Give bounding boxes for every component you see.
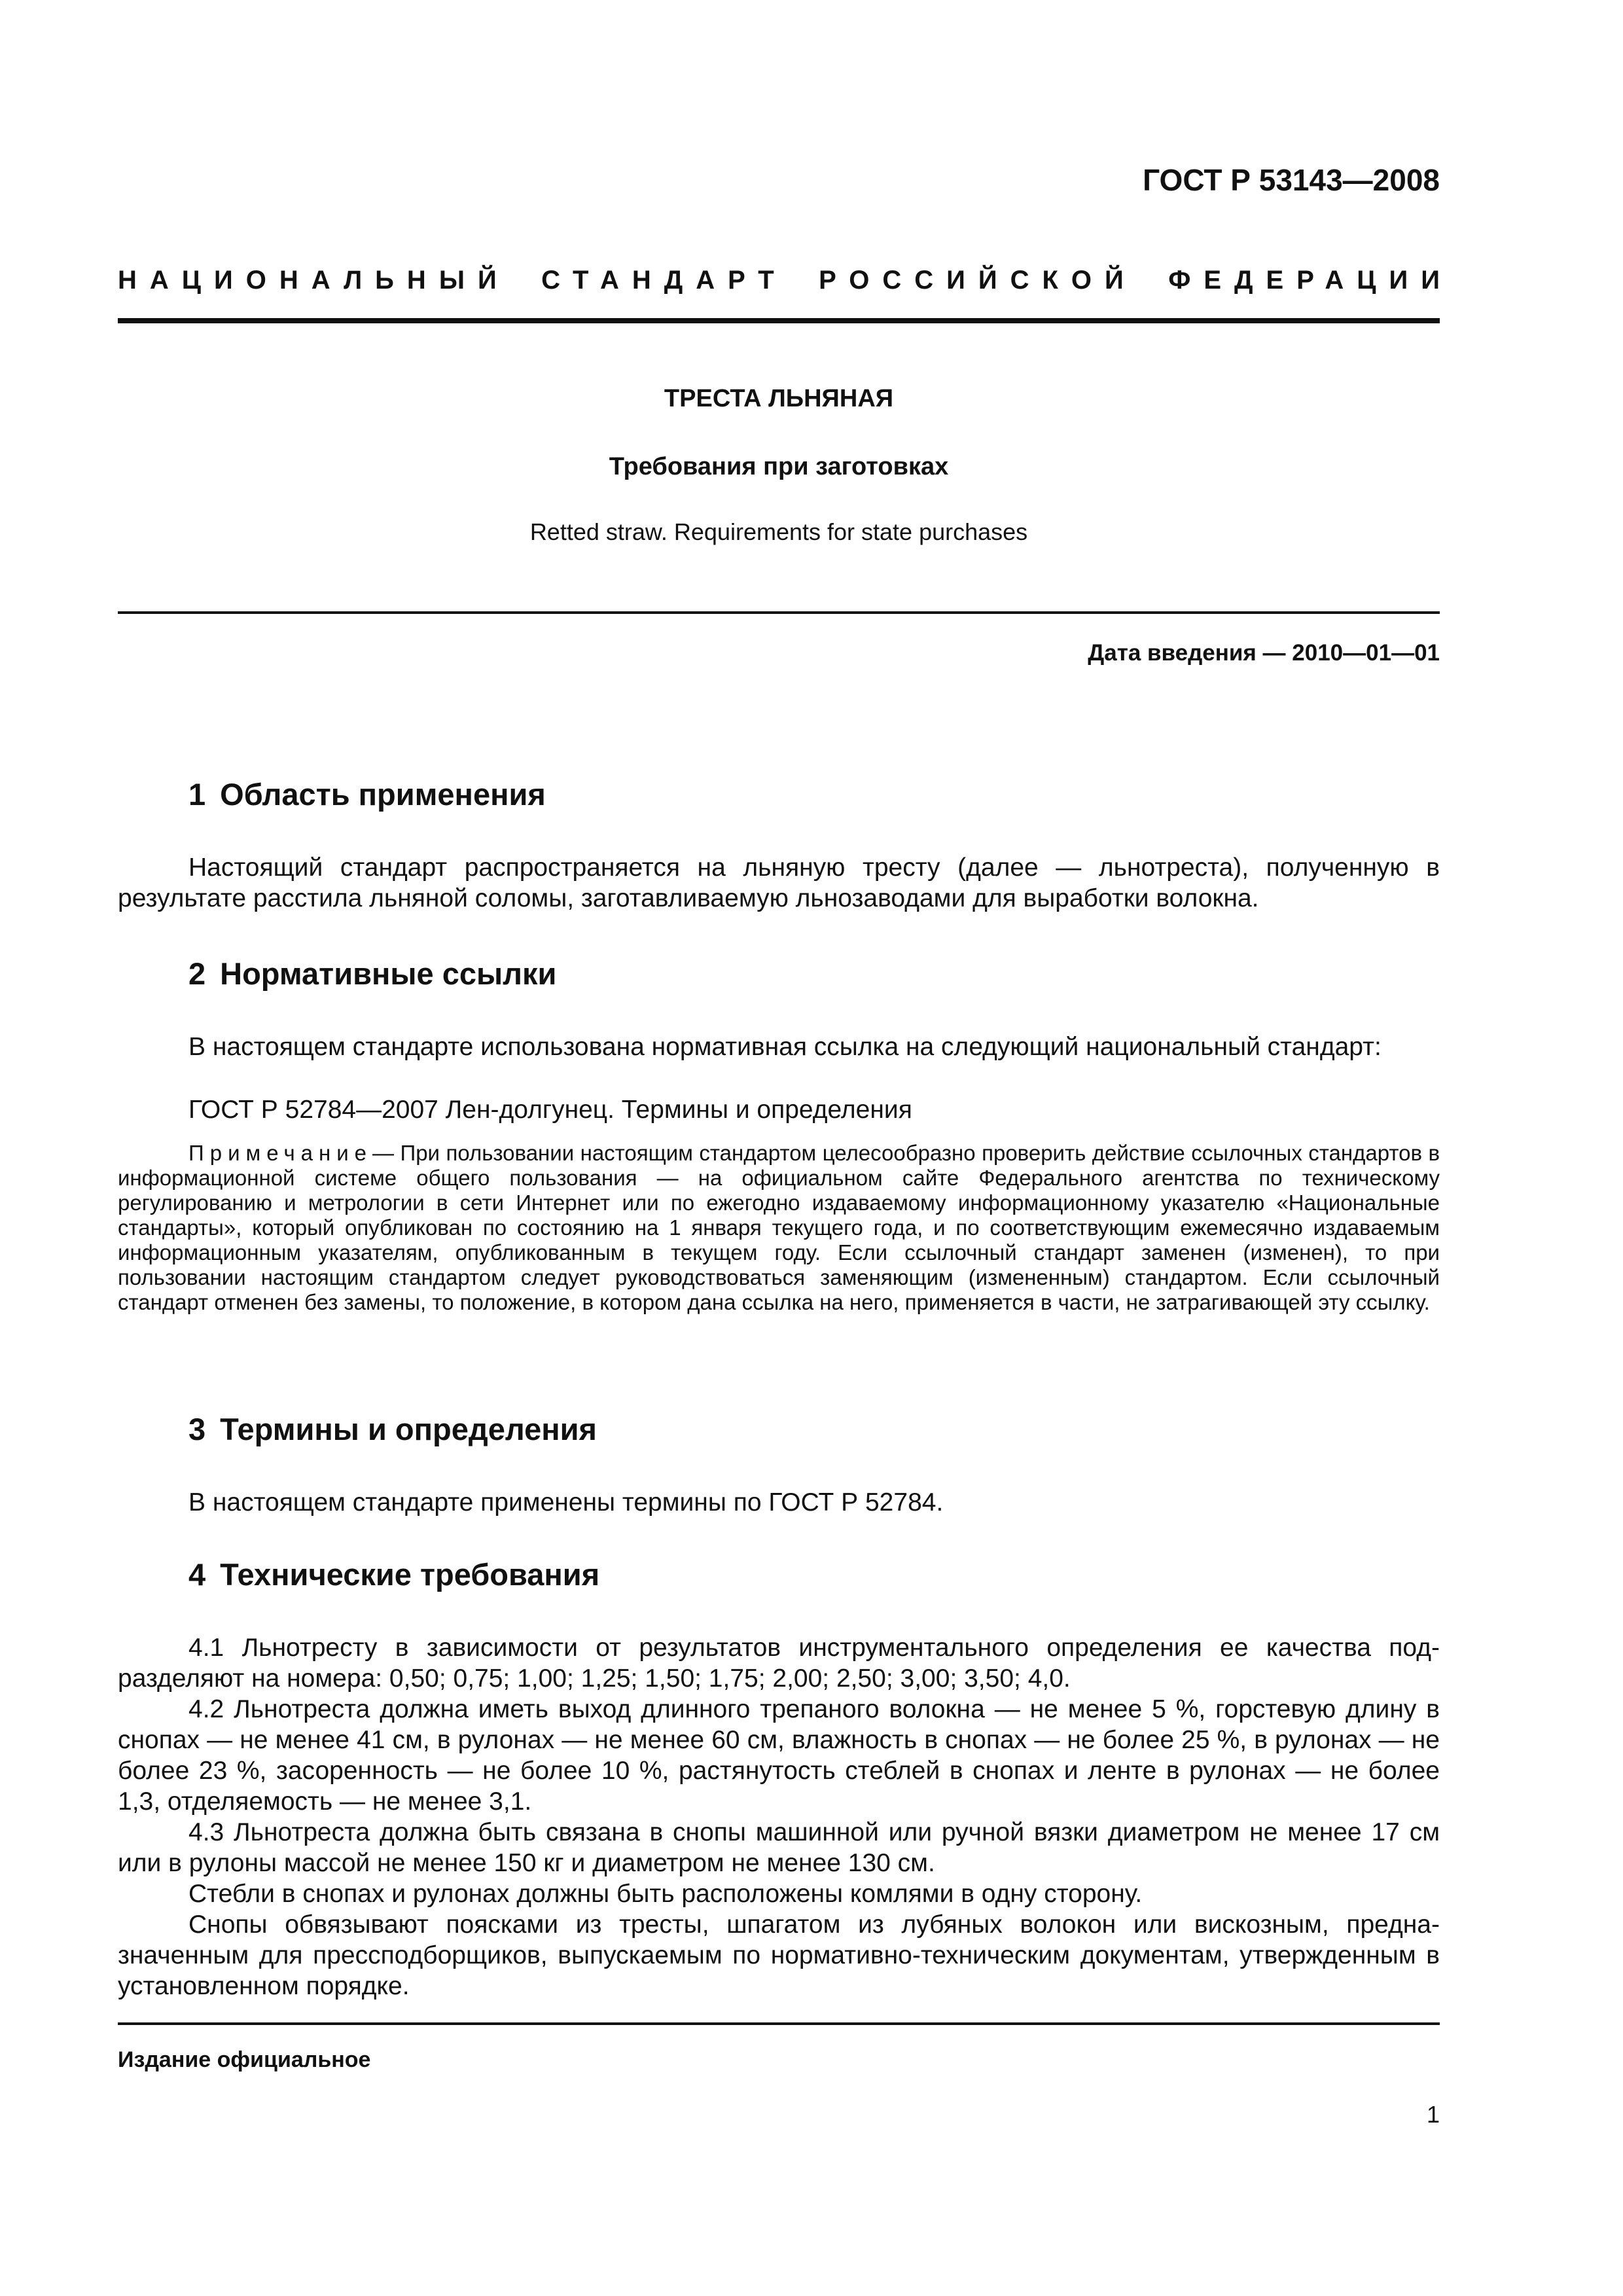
official-edition-label: Издание официальное [118,2047,371,2072]
section-2-note [118,1141,1440,1315]
section-3-text: В настоящем стандарте применены термины по ГОСТ Р 52784. [188,1488,944,1516]
national-standard-word: ФЕДЕРАЦИИ [1168,266,1453,295]
section-4-heading [188,1556,599,1592]
clause-4-2: 4.2 Льнотреста должна иметь выход длинного трепаного волокна — не менее 5 %, горстевую длину в снопах — не менее 41 см, в рулонах — не менее 60 см, влажность в снопах — не более 25 %, в рулонах — не более 23 %, засоренность — не более 10 %, растянутость стеблей в снопах и ленте в рулонах — не более 1,3, отделяемость — не менее 3,1. [118,1695,1440,1816]
national-standard-line [118,266,1453,295]
title-divider [118,611,1440,614]
section-title: Нормативные ссылки [220,956,557,991]
section-1-text: Настоящий стандарт распространяется на льняную тресту (далее — льнотреста), полученную в результате расстила льняной соломы, заготавливаемую льнозаводами для выработки волокна. [118,853,1440,912]
gost-number: ГОСТ Р 53143—2008 [1143,163,1440,197]
footer-divider [118,2022,1440,2025]
header-divider [118,318,1440,323]
english-title: Retted straw. Requirements for state purchases [529,518,1028,545]
document-page [118,0,1453,2296]
normative-reference: ГОСТ Р 52784—2007 Лен-долгунец. Термины и определения [188,1096,912,1124]
document-title: ТРЕСТА ЛЬНЯНАЯ [664,385,894,412]
national-standard-word: РОССИЙСКОЙ [819,266,1137,295]
section-number: 4 [188,1557,206,1592]
national-standard-word: НАЦИОНАЛЬНЫЙ [118,266,510,295]
clause-4-1: 4.1 Льнотресту в зависимости от результатов инструментального определения ее качества подразделяют на номера: 0,50; 0,75; 1,00; 1,25; 1,50; 1,75; 2,00; 2,50; 3,00; 3,50; 4,0. [118,1634,1440,1693]
introduction-date: Дата введения — 2010—01—01 [1088,640,1440,666]
national-standard-word: СТАНДАРТ [541,266,787,295]
clause-4-3-stems: Стебли в снопах и рулонах должны быть расположены комлями в одну сторону. [188,1880,1143,1908]
section-1-heading [188,776,546,812]
note-text: — При пользовании настоящим стандартом целесообразно проверить действие ссылочных стандартов в информационной системе общего пользования — на официальном сайте Федерального агентства по техническому регулированию и метрологии в сети Интернет или по ежегодно издаваемому информационному указателю «Национальные стандарты», который опубликован по состоянию на 1 января текущего года, и по соответствующим ежемесячно издаваемым информационным указателям, опубликованным в текущем году. Если ссылочный стандарт заменен (изменен), то при пользовании настоящим стандартом следует руководствоваться заменяющим (измененным) стандартом. Если ссылочный стандарт отменен без замены, то положение, в котором дана ссылка на него, применяется в части, не затрагивающей эту ссылку. [118,1141,1440,1314]
page-number: 1 [1426,2101,1440,2128]
section-number: 1 [188,777,206,812]
section-number: 3 [188,1412,206,1446]
document-subtitle: Требования при заготовках [609,453,949,480]
section-title: Технические требования [220,1557,600,1592]
clause-4-3-sheaves: Снопы обвязывают поясками из тресты, шпагатом из лубяных волокон или вискозным, предназначенным для прессподборщиков, выпускаемым по нормативно-техническим документам, утвержденным в установленном порядке. [118,1910,1440,2000]
section-title: Область применения [220,777,546,812]
clause-4-3: 4.3 Льнотреста должна быть связана в снопы машинной или ручной вязки диаметром не менее 17 см или в рулоны массой не менее 150 кг и диаметром не менее 130 см. [118,1818,1440,1877]
section-title: Термины и определения [220,1412,597,1446]
section-3-heading [188,1411,597,1447]
section-number: 2 [188,956,206,991]
note-label: Примечание [188,1141,373,1165]
section-2-text: В настоящем стандарте использована нормативная ссылка на следующий национальный стандарт: [188,1033,1382,1061]
section-2-heading [188,956,556,992]
